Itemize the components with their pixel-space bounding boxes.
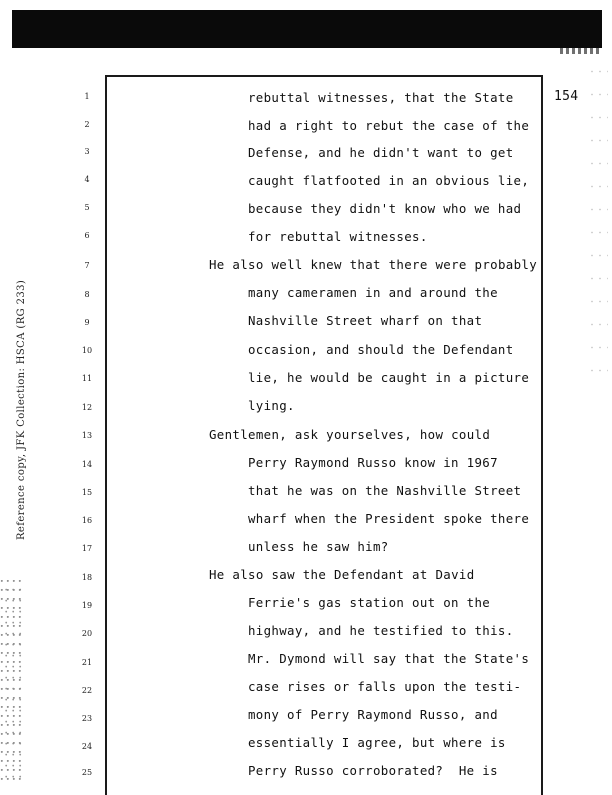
scan-artifact (560, 48, 602, 54)
transcript-line: rebuttal witnesses, that the State (248, 90, 514, 105)
line-number: 1 (84, 92, 90, 101)
transcript-line: He also saw the Defendant at David (209, 567, 475, 582)
line-number: 12 (81, 403, 93, 412)
line-number: 10 (81, 346, 93, 355)
line-number: 20 (81, 629, 93, 638)
transcript-line: occasion, and should the Defendant (248, 342, 514, 357)
line-number: 3 (84, 147, 90, 156)
line-number: 16 (81, 516, 93, 525)
line-number: 25 (81, 768, 93, 777)
transcript-line: lie, he would be caught in a picture (248, 370, 530, 385)
transcript-line: Perry Russo corroborated? He is (248, 763, 498, 778)
transcript-line: essentially I agree, but where is (248, 735, 506, 750)
line-number: 7 (84, 261, 90, 270)
page-number: 154 (554, 89, 579, 104)
line-number: 11 (81, 374, 93, 383)
line-number: 13 (81, 431, 93, 440)
line-number: 2 (84, 120, 90, 129)
transcript-line: many cameramen in and around the (248, 285, 498, 300)
transcript-line: Defense, and he didn't want to get (248, 145, 514, 160)
line-number: 9 (84, 318, 90, 327)
transcript-line: unless he saw him? (248, 539, 389, 554)
transcript-line: lying. (248, 398, 295, 413)
scan-speckle-right (588, 60, 608, 380)
line-number: 8 (84, 290, 90, 299)
transcript-line: had a right to rebut the case of the (248, 118, 530, 133)
line-number: 4 (84, 175, 90, 184)
line-number: 15 (81, 488, 93, 497)
transcript-line: case rises or falls upon the testi- (248, 679, 522, 694)
scan-speckle-left (0, 580, 22, 780)
line-number: 24 (81, 742, 93, 751)
margin-reference-note: Reference copy, JFK Collection: HSCA (RG 233) (16, 279, 27, 540)
line-number: 6 (84, 231, 90, 240)
line-number: 23 (81, 714, 93, 723)
transcript-line: mony of Perry Raymond Russo, and (248, 707, 498, 722)
transcript-line: Perry Raymond Russo know in 1967 (248, 455, 498, 470)
transcript-line: highway, and he testified to this. (248, 623, 514, 638)
transcript-line: Nashville Street wharf on that (248, 313, 483, 328)
transcript-line: He also well knew that there were probably (209, 257, 538, 272)
transcript-line: Ferrie's gas station out on the (248, 595, 491, 610)
transcript-line: because they didn't know who we had (248, 201, 522, 216)
line-number: 22 (81, 686, 93, 695)
scan-header-bar (12, 10, 602, 48)
line-number: 14 (81, 460, 93, 469)
line-number: 21 (81, 658, 93, 667)
line-number: 18 (81, 573, 93, 582)
line-number: 19 (81, 601, 93, 610)
line-number: 5 (84, 203, 90, 212)
transcript-line: for rebuttal witnesses. (248, 229, 428, 244)
transcript-line: caught flatfooted in an obvious lie, (248, 173, 530, 188)
transcript-line: that he was on the Nashville Street (248, 483, 522, 498)
line-number: 17 (81, 544, 93, 553)
transcript-line: Gentlemen, ask yourselves, how could (209, 427, 491, 442)
transcript-line: wharf when the President spoke there (248, 511, 530, 526)
transcript-line: Mr. Dymond will say that the State's (248, 651, 530, 666)
